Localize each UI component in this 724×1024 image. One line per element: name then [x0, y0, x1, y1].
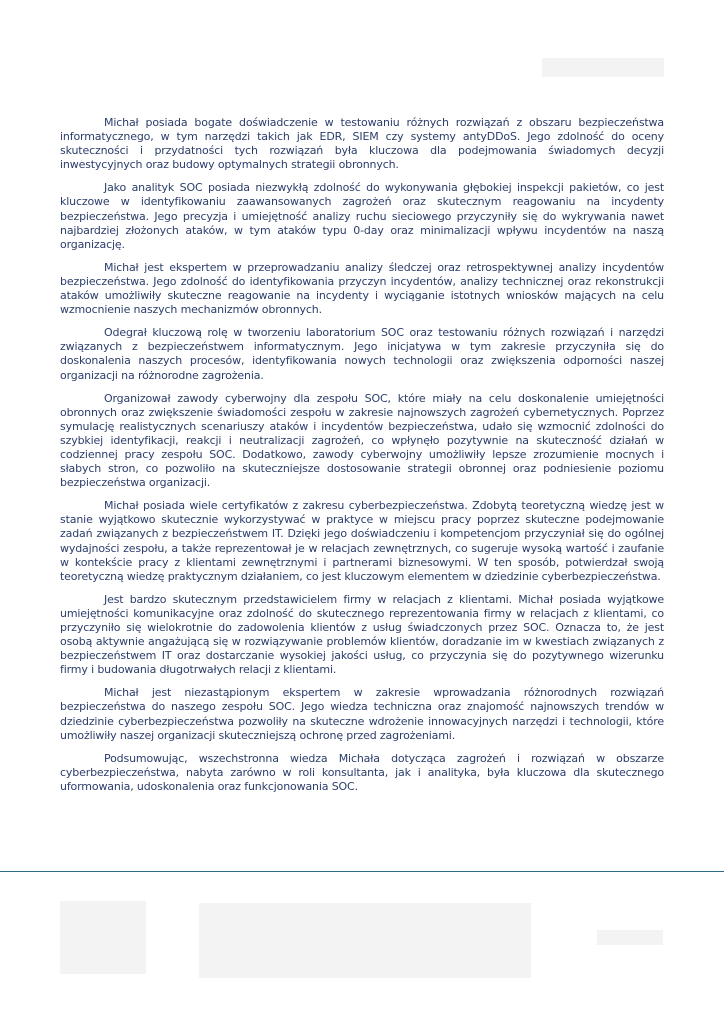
paragraph-2: Jako analityk SOC posiada niezwykłą zdolność do wykonywania głębokiej inspekcji pakietów, co jest kluczowe w identyfikowaniu zaawansowanych zagrożeń oraz skutecznym reagowaniu na incydenty bezpieczeństwa. Jego precyzja i umiejętność analizy ruchu sieciowego przyczyniły się do wykrywania nawet najbardziej złożonych ataków, w tym ataków typu 0-day oraz minimalizacji wpływu incydentów na naszą organizację.	[60, 181, 664, 251]
paragraph-5: Organizował zawody cyberwojny dla zespołu SOC, które miały na celu doskonalenie umiejętności obronnych oraz zwiększenie świadomości zespołu w zakresie najnowszych zagrożeń cybernetycznych. Poprzez symulację realistycznych scenariuszy ataków i incydentów bezpieczeństwa, udało się wzmocnić zdolności do szybkiej identyfikacji, reakcji i neutralizacji zagrożeń, co wpłynęło pozytywnie na skuteczność działań w codziennej pracy zespołu SOC. Dodatkowo, zawody cyberwojny umożliwiły lepsze zrozumienie mocnych i słabych stron, co pozwoliło na skuteczniejsze dostosowanie strategii obronnej oraz podniesienie poziomu bezpieczeństwa organizacji.	[60, 391, 664, 490]
paragraph-3: Michał jest ekspertem w przeprowadzaniu analizy śledczej oraz retrospektywnej analizy incydentów bezpieczeństwa. Jego zdolność do identyfikowania przyczyn incydentów, analizy technicznej oraz rekonstrukcji ataków umożliwiły skuteczne reagowanie na incydenty i wyciąganie istotnych wniosków mających na celu wzmocnienie naszych mechanizmów obronnych.	[60, 260, 664, 317]
footer-redacted-info	[199, 903, 531, 978]
paragraph-7: Jest bardzo skutecznym przedstawicielem firmy w relacjach z klientami. Michał posiada wyjątkowe umiejętności komunikacyjne oraz zdolność do skutecznego reprezentowania firmy w relacjach z klientami, co przyczyniło się wielokrotnie do zadowolenia klientów z usług świadczonych przez SOC. Oznacza to, że jest osobą aktywnie angażującą się w rozwiązywanie problemów klientów, doradzanie im w kwestiach związanych z bezpieczeństwem IT oraz dostarczanie wysokiej jakości usług, co przyczynia się do pozytywnego wizerunku firmy i budowania długotrwałych relacji z klientami.	[60, 592, 664, 677]
footer-redacted-page-number	[597, 930, 663, 945]
paragraph-4: Odegrał kluczową rolę w tworzeniu laboratorium SOC oraz testowaniu różnych rozwiązań i narzędzi związanych z bezpieczeństwem informatycznym. Jego inicjatywa w tym zakresie przyczyniła się do doskonalenia naszych procesów, identyfikowania nowych technologii oraz zwiększenia odporności naszej organizacji na różnorodne zagrożenia.	[60, 326, 664, 382]
paragraph-9: Podsumowując, wszechstronna wiedza Michała dotycząca zagrożeń i rozwiązań w obszarze cyberbezpieczeństwa, nabyta zarówno w roli konsultanta, jak i analityka, była kluczowa dla skutecznego uformowania, udoskonalenia oraz funkcjonowania SOC.	[60, 751, 664, 793]
header-redacted-block	[542, 58, 664, 77]
paragraph-1: Michał posiada bogate doświadczenie w testowaniu różnych rozwiązań z obszaru bezpieczeństwa informatycznego, w tym narzędzi takich jak EDR, SIEM czy systemy antyDDoS. Jego zdolność do oceny skuteczności i przydatności tych rozwiązań była kluczowa dla podejmowania świadomych decyzji inwestycyjnych oraz budowy optymalnych strategii obronnych.	[60, 116, 664, 172]
letter-body	[60, 116, 664, 803]
footer-divider	[0, 871, 724, 872]
paragraph-8: Michał jest niezastąpionym ekspertem w zakresie wprowadzania różnorodnych rozwiązań bezpieczeństwa do naszego zespołu SOC. Jego wiedza techniczna oraz znajomość najnowszych trendów w dziedzinie cyberbezpieczeństwa pozwoliły na skuteczne wdrożenie innowacyjnych narzędzi i technologii, które umożliwiły naszej organizacji skuteczniejszą ochronę przed zagrożeniami.	[60, 686, 664, 742]
paragraph-6: Michał posiada wiele certyfikatów z zakresu cyberbezpieczeństwa. Zdobytą teoretyczną wiedzę jest w stanie wyjątkowo skutecznie wykorzystywać w praktyce w miejscu pracy poprzez skuteczne podejmowanie zadań związanych z bezpieczeństwem IT. Dzięki jego doświadczeniu i kompetencjom przyczyniał się do ogólnej wydajności zespołu, a także reprezentował je w relacjach zewnętrznych, co sugeruje wysoką wartość i zaufanie w kontekście pracy z klientami zewnętrznymi i partnerami biznesowymi. W ten sposób, potwierdzał swoją teoretyczną wiedzę praktycznym działaniem, co jest kluczowym elementem w dziedzinie cyberbezpieczeństwa.	[60, 499, 664, 583]
footer-redacted-logo	[60, 901, 146, 974]
